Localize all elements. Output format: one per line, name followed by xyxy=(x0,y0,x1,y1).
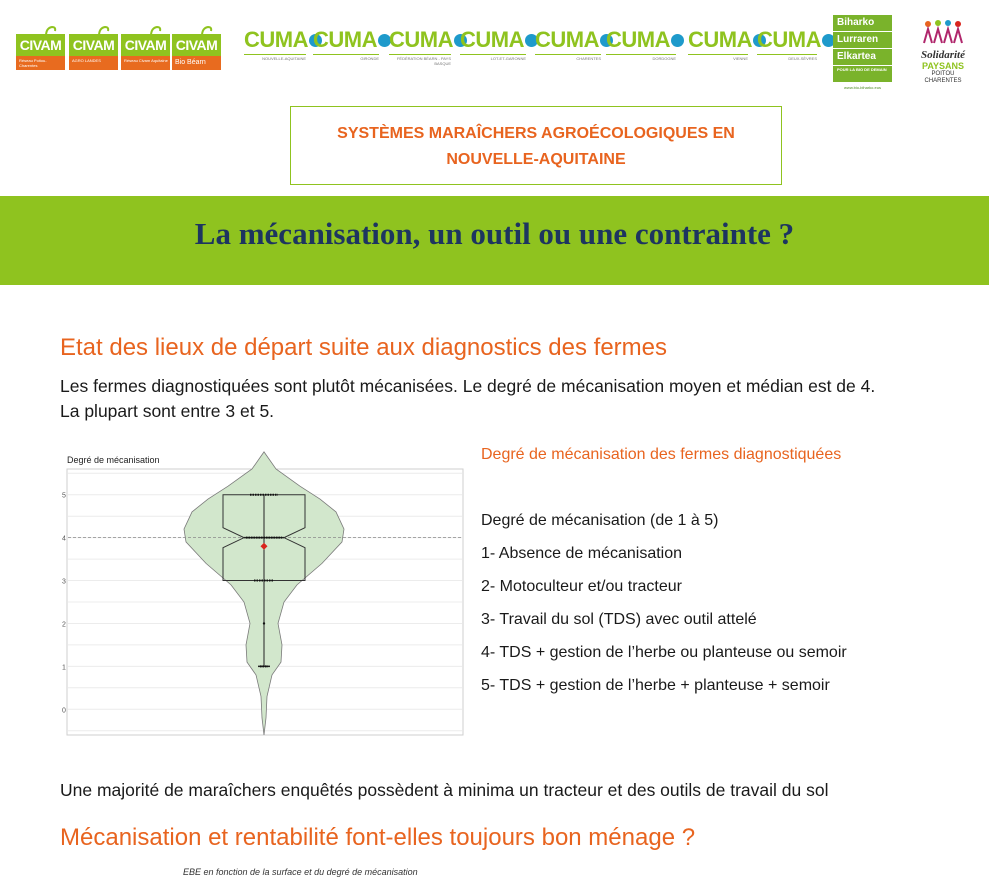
chart-title: Degré de mécanisation xyxy=(67,455,160,465)
y-tick-label: 5 xyxy=(62,492,66,500)
figure-caption: EBE en fonction de la surface et du degré de mécanisation xyxy=(183,867,418,877)
y-tick-label: 2 xyxy=(62,621,66,629)
page-banner xyxy=(0,196,989,285)
document-title-box xyxy=(290,106,782,185)
cuma-logo: CUMA LOT-ET-GARONNE xyxy=(460,28,526,64)
legend-item: 5- TDS + gestion de l’herbe + planteuse + semoir xyxy=(481,677,830,694)
cuma-logo: CUMA FÉDÉRATION BÉARN - PAYS BASQUE xyxy=(389,28,451,64)
document-title-line2: NOUVELLE-AQUITAINE xyxy=(446,151,626,168)
section-heading-rentabilite: Mécanisation et rentabilité font-elles toujours bon ménage ? xyxy=(60,824,696,851)
civam-logo: CIVAM Réseau Poitou-Charentes xyxy=(16,24,65,72)
civam-logo: CIVAM Bio Béarn xyxy=(172,24,221,72)
document-title-line1: SYSTÈMES MARAÎCHERS AGROÉCOLOGIQUES EN xyxy=(337,125,735,142)
cuma-logo: CUMA VIENNE xyxy=(688,28,748,64)
cuma-logo: CUMA CHARENTES xyxy=(535,28,601,64)
legend-heading: Degré de mécanisation des fermes diagnostiquées xyxy=(481,446,842,463)
legend-item: 4- TDS + gestion de l’herbe ou planteuse ou semoir xyxy=(481,644,847,661)
biharko-logo: Biharko Lurraren Elkartea POUR LA BIO DE DEMAIN xyxy=(833,15,892,82)
section-heading-diagnostics: Etat des lieux de départ suite aux diagnostics des fermes xyxy=(60,334,668,361)
cuma-logo: CUMA NOUVELLE-AQUITAINE xyxy=(244,28,306,64)
legend-item: 1- Absence de mécanisation xyxy=(481,545,683,562)
y-tick-label: 4 xyxy=(62,535,66,543)
civam-logo: CIVAM Réseau Civam Aquitaine xyxy=(121,24,170,72)
cuma-logo: CUMA DORDOGNE xyxy=(606,28,676,64)
people-icon xyxy=(914,19,972,45)
civam-logo: CIVAM AGRO LANDES xyxy=(69,24,118,72)
biharko-url: www.bio-biharko.eus xyxy=(844,85,881,90)
violin-chart xyxy=(60,449,465,739)
cuma-logo: CUMA GIRONDE xyxy=(313,28,379,64)
page-title: La mécanisation, un outil ou une contrainte ? xyxy=(194,216,795,251)
legend-scale-title: Degré de mécanisation (de 1 à 5) xyxy=(481,512,719,529)
data-point xyxy=(263,622,265,624)
cuma-logo: CUMA DEUX-SÈVRES xyxy=(757,28,817,64)
y-tick-label: 1 xyxy=(62,664,66,672)
legend-item: 2- Motoculteur et/ou tracteur xyxy=(481,578,682,595)
y-tick-label: 3 xyxy=(62,578,66,586)
legend-item: 3- Travail du sol (TDS) avec outil attelé xyxy=(481,611,757,628)
intro-paragraph: Les fermes diagnostiquées sont plutôt mécanisées. Le degré de mécanisation moyen et médian est de 4. La plupart sont entre 3 et 5. xyxy=(60,376,876,421)
conclusion-text: Une majorité de maraîchers enquêtés possèdent à minima un tracteur et des outils de travail du sol xyxy=(60,780,829,800)
solidarite-paysans-logo: Solidarité PAYSANS POITOU CHARENTES xyxy=(914,19,972,85)
y-tick-label: 0 xyxy=(62,707,66,715)
